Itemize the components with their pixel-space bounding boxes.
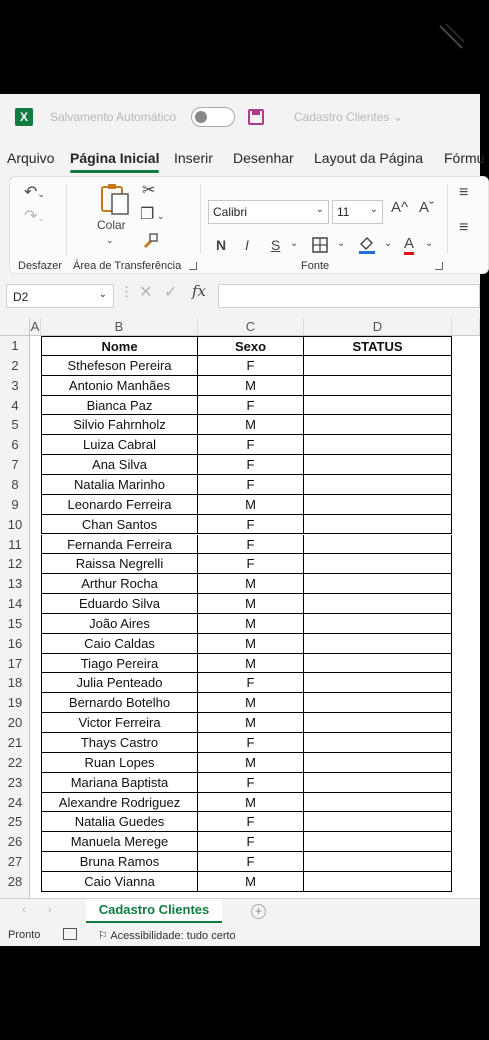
cell-nome[interactable]: Caio Vianna [41, 872, 198, 892]
row-number[interactable]: 27 [7, 854, 23, 870]
column-header-d[interactable]: D [304, 318, 452, 336]
cell-status[interactable] [304, 475, 452, 495]
cell-status[interactable] [304, 614, 452, 634]
excel-logo-icon: X [15, 108, 33, 126]
cell-nome[interactable]: Fernanda Ferreira [41, 535, 198, 555]
cell-sexo[interactable]: F [198, 435, 304, 455]
underline-button[interactable]: S [271, 237, 281, 253]
font-color-dropdown-icon[interactable]: ⌄ [425, 238, 434, 249]
column-header-a[interactable]: A [30, 319, 40, 334]
cell-nome[interactable]: Bernardo Botelho [41, 693, 198, 713]
name-box[interactable]: D2 ⌄ [6, 284, 114, 308]
tab-arquivo[interactable]: Arquivo [7, 150, 55, 166]
cell-status[interactable] [304, 812, 452, 832]
cell-sexo[interactable]: M [198, 574, 304, 594]
cell-status[interactable] [304, 832, 452, 852]
cell-status[interactable] [304, 415, 452, 435]
row-number[interactable]: 21 [7, 735, 23, 750]
row-number[interactable]: 18 [7, 675, 23, 691]
cell-status[interactable] [304, 713, 452, 733]
cell-nome[interactable]: Luiza Cabral [41, 435, 198, 455]
row-number[interactable]: 5 [11, 417, 19, 433]
cell-status[interactable] [304, 435, 452, 455]
cell-nome[interactable]: Raissa Negrelli [41, 554, 198, 574]
formula-input[interactable] [218, 284, 480, 308]
cell-nome[interactable]: Eduardo Silva [41, 594, 198, 614]
cell-sexo[interactable]: M [198, 872, 304, 892]
title-bar [0, 94, 480, 140]
cell-status[interactable] [304, 594, 452, 614]
cell-sexo[interactable]: M [198, 614, 304, 634]
cell-status[interactable] [304, 693, 452, 713]
cell-sexo[interactable]: F [198, 773, 304, 793]
cell-nome[interactable]: João Aires [41, 614, 198, 634]
cell-sexo[interactable]: M [198, 753, 304, 773]
bold-button[interactable]: N [216, 237, 227, 253]
row-number[interactable]: 23 [7, 774, 23, 790]
more-options-icon[interactable]: ⋮ [120, 284, 133, 299]
tab-pagina-inicial[interactable]: Página Inicial [70, 150, 160, 166]
top-letterbox [0, 0, 480, 94]
cell-sexo[interactable]: F [198, 515, 304, 535]
cell-sexo[interactable]: M [198, 415, 304, 435]
cell-nome[interactable]: Silvio Fahrnholz [41, 415, 198, 435]
clipboard-group-label: Área de Transferência [73, 260, 182, 272]
cell-status[interactable] [304, 733, 452, 753]
row-number[interactable]: 3 [11, 377, 19, 393]
cell-nome[interactable]: Manuela Merege [41, 832, 198, 852]
cell-sexo[interactable]: F [198, 733, 304, 753]
cell-nome[interactable]: Sthefeson Pereira [41, 356, 198, 376]
cell-status[interactable] [304, 356, 452, 376]
row-number[interactable]: 22 [7, 754, 23, 770]
font-size-select[interactable]: 11 ⌄ [332, 200, 383, 224]
row-number[interactable]: 13 [7, 576, 23, 592]
cancel-icon[interactable]: ✕ [139, 284, 153, 301]
header-cell-sexo[interactable]: Sexo [198, 336, 304, 356]
tab-layout-da-pagina[interactable]: Layout da Página [314, 150, 423, 166]
grow-font-button[interactable]: A^ [391, 199, 409, 216]
prev-sheet-icon[interactable]: ‹ [22, 904, 26, 916]
font-launcher-icon[interactable] [435, 262, 443, 270]
sheet-tab-bar [0, 898, 480, 924]
tab-formulas[interactable]: Fórmu [444, 150, 485, 166]
borders-dropdown-icon[interactable]: ⌄ [337, 238, 346, 249]
cell-sexo[interactable]: F [198, 673, 304, 693]
clipboard-launcher-icon[interactable] [189, 262, 197, 270]
cell-status[interactable] [304, 673, 452, 693]
row-number[interactable]: 15 [7, 615, 23, 631]
cell-status[interactable] [304, 515, 452, 535]
cell-nome[interactable]: Mariana Baptista [41, 773, 198, 793]
row-number[interactable]: 24 [7, 794, 23, 810]
status-bar [0, 924, 480, 946]
row-number[interactable]: 1 [11, 338, 19, 353]
paste-icon[interactable] [98, 182, 132, 216]
cell-sexo[interactable]: M [198, 654, 304, 674]
add-sheet-icon[interactable]: + [251, 904, 266, 919]
formula-bar [0, 278, 480, 318]
accessibility-status[interactable] [98, 929, 236, 942]
cell-sexo[interactable]: F [198, 455, 304, 475]
cell-status[interactable] [304, 495, 452, 515]
sheet-tab-cadastro-clientes[interactable]: Cadastro Clientes [86, 899, 222, 923]
cell-nome[interactable]: Victor Ferreira [41, 713, 198, 733]
row-number[interactable]: 7 [11, 457, 19, 473]
font-name-select[interactable]: Calibri ⌄ [208, 200, 329, 224]
row-number[interactable]: 6 [11, 437, 19, 453]
save-icon[interactable] [248, 109, 264, 125]
cell-nome[interactable]: Bruna Ramos [41, 852, 198, 872]
autosave-label: Salvamento Automático [50, 110, 177, 124]
cell-sexo[interactable]: M [198, 693, 304, 713]
bottom-letterbox [0, 946, 480, 1040]
cell-status[interactable] [304, 793, 452, 813]
row-number[interactable]: 11 [8, 536, 22, 552]
cell-sexo[interactable]: F [198, 535, 304, 555]
cell-sexo[interactable]: M [198, 594, 304, 614]
cell-status[interactable] [304, 535, 452, 555]
undo-group-label: Desfazer [18, 260, 63, 272]
cell-sexo[interactable]: M [198, 713, 304, 733]
cell-nome[interactable]: Bianca Paz [41, 396, 198, 416]
cell-sexo[interactable]: F [198, 832, 304, 852]
cut-icon[interactable]: ✂ [142, 182, 156, 199]
ribbon [0, 174, 480, 278]
row-number[interactable]: 16 [7, 635, 23, 651]
status-ready: Pronto [8, 929, 41, 941]
italic-button[interactable]: I [245, 237, 249, 253]
tab-desenhar[interactable]: Desenhar [233, 150, 294, 166]
font-group-label: Fonte [301, 260, 330, 272]
cell-status[interactable] [304, 773, 452, 793]
cell-nome[interactable]: Alexandre Rodriguez [41, 793, 198, 813]
cell-sexo[interactable]: F [198, 554, 304, 574]
row-number[interactable]: 2 [11, 357, 19, 373]
cell-sexo[interactable]: F [198, 475, 304, 495]
separator [200, 184, 201, 254]
separator [66, 184, 67, 254]
row-number[interactable]: 12 [7, 556, 23, 572]
accessibility-icon: ⚐ [98, 930, 108, 942]
redo-icon[interactable]: ↷⌄ [24, 208, 45, 225]
row-number[interactable]: 10 [7, 516, 23, 532]
align-top-icon[interactable]: ≡ [459, 184, 469, 201]
undo-icon[interactable]: ↶⌄ [24, 184, 45, 201]
column-header-c[interactable]: C [198, 318, 304, 336]
insert-function-button[interactable]: fx [192, 282, 207, 300]
cell-status[interactable] [304, 574, 452, 594]
excel-window [0, 94, 485, 946]
cell-nome[interactable]: Natalia Guedes [41, 812, 198, 832]
borders-icon[interactable] [311, 236, 329, 254]
cell-sexo[interactable]: M [198, 793, 304, 813]
cell-nome[interactable]: Ana Silva [41, 455, 198, 475]
cell-nome[interactable]: Tiago Pereira [41, 654, 198, 674]
cell-status[interactable] [304, 396, 452, 416]
cell-nome[interactable]: Leonardo Ferreira [41, 495, 198, 515]
row-number[interactable]: 4 [11, 397, 19, 413]
row-number[interactable]: 14 [7, 596, 23, 612]
column-header-b[interactable]: B [41, 318, 198, 336]
cell-status[interactable] [304, 634, 452, 654]
diagonal-mark-icon [436, 22, 466, 52]
row-number[interactable]: 25 [7, 814, 23, 830]
cell-nome[interactable]: Thays Castro [41, 733, 198, 753]
cell-status[interactable] [304, 455, 452, 475]
row-number[interactable]: 9 [11, 496, 19, 512]
cell-mode-icon[interactable] [63, 928, 77, 940]
cell-status[interactable] [304, 654, 452, 674]
paste-dropdown-icon[interactable]: ⌄ [106, 235, 114, 245]
cell-nome[interactable]: Julia Penteado [41, 673, 198, 693]
copy-icon[interactable]: ❐ ⌄ [140, 206, 165, 223]
font-color-button[interactable]: A [404, 235, 414, 255]
fill-color-dropdown-icon[interactable]: ⌄ [384, 238, 393, 249]
cell-nome[interactable]: Caio Caldas [41, 634, 198, 654]
cell-status[interactable] [304, 554, 452, 574]
cell-sexo[interactable]: F [198, 852, 304, 872]
row-number[interactable]: 8 [11, 476, 19, 492]
paste-label[interactable]: Colar [97, 218, 126, 232]
header-cell-nome[interactable]: Nome [41, 336, 198, 356]
header-cell-status[interactable]: STATUS [304, 336, 452, 356]
cell-status[interactable] [304, 376, 452, 396]
underline-dropdown-icon[interactable]: ⌄ [290, 238, 299, 249]
cell-sexo[interactable]: M [198, 495, 304, 515]
row-number[interactable]: 19 [7, 695, 23, 711]
cell-status[interactable] [304, 852, 452, 872]
cell-nome[interactable]: Antonio Manhães [41, 376, 198, 396]
fill-color-icon[interactable] [357, 235, 377, 255]
autosave-toggle[interactable] [191, 107, 235, 127]
document-title[interactable]: Cadastro Clientes ⌄ [294, 110, 403, 124]
cell-status[interactable] [304, 872, 452, 892]
shrink-font-button[interactable]: Aˇ [419, 199, 434, 216]
column-header-e[interactable] [452, 318, 480, 336]
row-number[interactable]: 20 [7, 715, 23, 731]
cell-status[interactable] [304, 753, 452, 773]
cell-nome[interactable]: Arthur Rocha [41, 574, 198, 594]
accessibility-label: Acessibilidade: tudo certo [110, 930, 236, 942]
next-sheet-icon[interactable]: › [48, 904, 52, 916]
enter-icon[interactable]: ✓ [164, 284, 178, 301]
align-left-icon[interactable]: ≡ [459, 219, 469, 236]
select-all-corner[interactable] [0, 318, 30, 336]
format-painter-icon[interactable] [142, 232, 158, 248]
ribbon-tabs [0, 140, 485, 174]
cell-sexo[interactable]: F [198, 396, 304, 416]
separator [447, 184, 448, 254]
cell-nome[interactable]: Chan Santos [41, 515, 198, 535]
cell-sexo[interactable]: M [198, 376, 304, 396]
cell-nome[interactable]: Ruan Lopes [41, 753, 198, 773]
cell-nome[interactable]: Natalia Marinho [41, 475, 198, 495]
cell-sexo[interactable]: F [198, 356, 304, 376]
row-number[interactable]: 28 [7, 873, 23, 889]
tab-inserir[interactable]: Inserir [174, 150, 213, 166]
row-number[interactable]: 17 [7, 655, 23, 671]
spreadsheet-grid [0, 318, 480, 898]
cell-sexo[interactable]: M [198, 634, 304, 654]
cell-sexo[interactable]: F [198, 812, 304, 832]
row-number[interactable]: 26 [7, 834, 23, 850]
